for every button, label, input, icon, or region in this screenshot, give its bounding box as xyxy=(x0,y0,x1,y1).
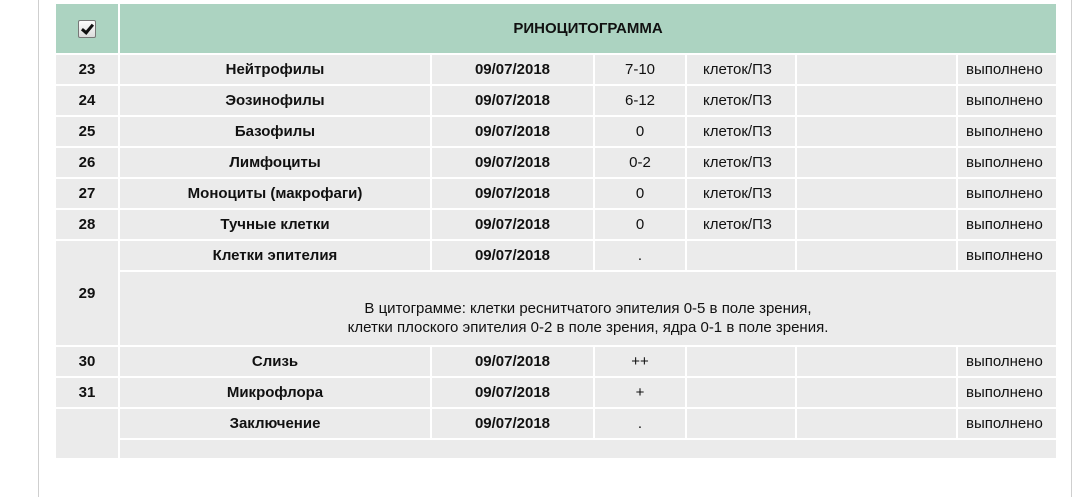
table-row xyxy=(55,240,1057,271)
table-row xyxy=(55,408,1057,439)
test-unit xyxy=(686,408,796,439)
test-date: 09/07/2018 xyxy=(431,178,594,209)
test-value: 7-10 xyxy=(594,54,686,85)
empty-cell xyxy=(796,116,957,147)
test-name: Тучные клетки xyxy=(119,209,431,240)
test-date: 09/07/2018 xyxy=(431,346,594,377)
row-number: 23 xyxy=(55,54,119,85)
test-unit: клеток/ПЗ xyxy=(686,54,796,85)
test-name: Лимфоциты xyxy=(119,147,431,178)
empty-cell xyxy=(796,377,957,408)
table-row xyxy=(55,147,1057,178)
test-value: ++ xyxy=(594,346,686,377)
test-date: 09/07/2018 xyxy=(431,54,594,85)
test-value: 0-2 xyxy=(594,147,686,178)
test-status: выполнено xyxy=(957,116,1057,147)
test-date: 09/07/2018 xyxy=(431,408,594,439)
test-name: Клетки эпителия xyxy=(119,240,431,271)
test-unit: клеток/ПЗ xyxy=(686,147,796,178)
table-row xyxy=(55,209,1057,240)
test-date: 09/07/2018 xyxy=(431,85,594,116)
test-unit: клеток/ПЗ xyxy=(686,209,796,240)
empty-cell xyxy=(796,85,957,116)
row-number: 26 xyxy=(55,147,119,178)
test-unit: клеток/ПЗ xyxy=(686,85,796,116)
empty-cell xyxy=(796,408,957,439)
table-row xyxy=(55,346,1057,377)
row-number: 29 xyxy=(55,240,119,346)
comment-line-2: клетки плоского эпителия 0-2 в поле зрения, ядра 0-1 в поле зрения. xyxy=(347,318,829,336)
table-row xyxy=(55,377,1057,408)
test-status: выполнено xyxy=(957,346,1057,377)
test-value: . xyxy=(594,408,686,439)
test-value: 6-12 xyxy=(594,85,686,116)
row-number: 31 xyxy=(55,377,119,408)
result-comment xyxy=(119,439,1057,459)
test-value: . xyxy=(594,240,686,271)
empty-cell xyxy=(796,240,957,271)
table-row-note xyxy=(55,271,1057,346)
empty-cell xyxy=(796,346,957,377)
test-status: выполнено xyxy=(957,54,1057,85)
test-date: 09/07/2018 xyxy=(431,240,594,271)
empty-cell xyxy=(796,147,957,178)
test-name: Моноциты (макрофаги) xyxy=(119,178,431,209)
test-value: + xyxy=(594,377,686,408)
test-status: выполнено xyxy=(957,85,1057,116)
test-date: 09/07/2018 xyxy=(431,147,594,178)
test-value: 0 xyxy=(594,116,686,147)
test-name: Микрофлора xyxy=(119,377,431,408)
test-unit xyxy=(686,346,796,377)
test-name: Эозинофилы xyxy=(119,85,431,116)
test-status: выполнено xyxy=(957,209,1057,240)
test-status: выполнено xyxy=(957,147,1057,178)
test-value: 0 xyxy=(594,178,686,209)
test-date: 09/07/2018 xyxy=(431,209,594,240)
test-status: выполнено xyxy=(957,377,1057,408)
table-row xyxy=(55,116,1057,147)
test-date: 09/07/2018 xyxy=(431,116,594,147)
test-status: выполнено xyxy=(957,240,1057,271)
test-unit xyxy=(686,377,796,408)
row-number xyxy=(55,408,119,459)
row-number: 27 xyxy=(55,178,119,209)
empty-cell xyxy=(796,54,957,85)
table-row xyxy=(55,85,1057,116)
table-row xyxy=(55,54,1057,85)
row-number: 24 xyxy=(55,85,119,116)
section-title: РИНОЦИТОГРАММА xyxy=(119,3,1057,54)
row-number: 28 xyxy=(55,209,119,240)
comment-line-1: В цитограмме: клетки реснитчатого эпителия 0-5 в поле зрения, xyxy=(364,299,812,317)
test-name: Слизь xyxy=(119,346,431,377)
test-unit: клеток/ПЗ xyxy=(686,178,796,209)
table-row xyxy=(55,178,1057,209)
table-row-note xyxy=(55,439,1057,459)
test-status: выполнено xyxy=(957,178,1057,209)
test-date: 09/07/2018 xyxy=(431,377,594,408)
empty-cell xyxy=(796,209,957,240)
test-name: Базофилы xyxy=(119,116,431,147)
test-unit: клеток/ПЗ xyxy=(686,116,796,147)
section-header-row xyxy=(55,3,1057,54)
test-name: Заключение xyxy=(119,408,431,439)
test-unit xyxy=(686,240,796,271)
result-comment xyxy=(119,271,1057,346)
row-number: 25 xyxy=(55,116,119,147)
test-value: 0 xyxy=(594,209,686,240)
select-all-checkbox[interactable] xyxy=(78,20,96,38)
select-all-cell xyxy=(55,3,119,54)
empty-cell xyxy=(796,178,957,209)
row-number: 30 xyxy=(55,346,119,377)
results-table xyxy=(54,2,1058,460)
test-name: Нейтрофилы xyxy=(119,54,431,85)
test-status: выполнено xyxy=(957,408,1057,439)
